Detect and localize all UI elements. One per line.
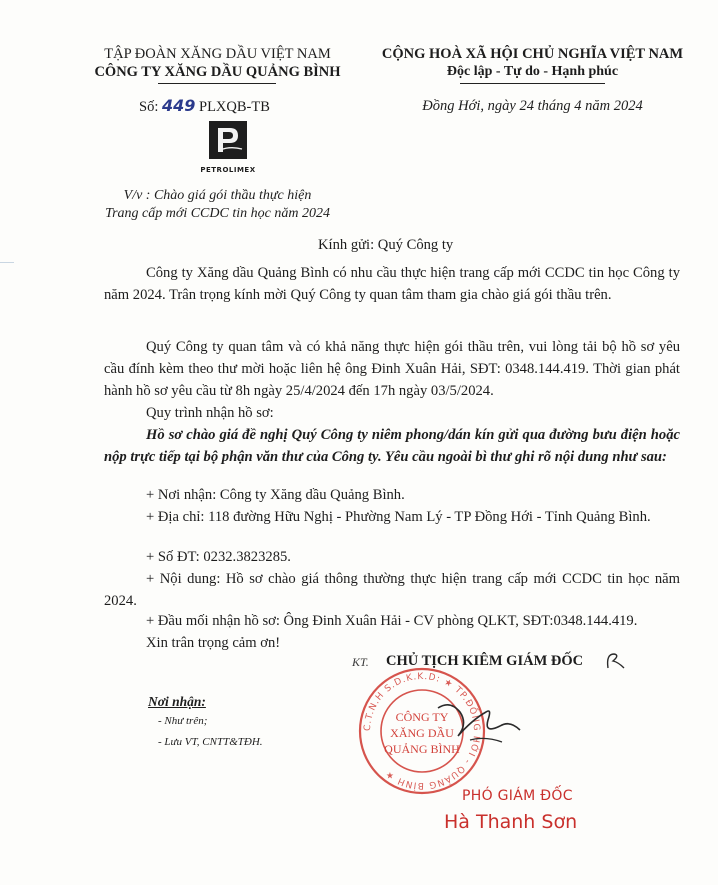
stamp-line-3: QUẢNG BÌNH — [384, 742, 460, 756]
motto-underline — [460, 83, 605, 84]
national-motto: Độc lập - Tự do - Hạnh phúc — [446, 64, 619, 79]
stamp-line-2: XĂNG DẦU — [390, 726, 454, 740]
margin-mark — [0, 262, 14, 263]
kt-prefix: KT. — [352, 655, 369, 669]
organization-underline — [158, 83, 276, 84]
petrolimex-logo-icon — [196, 119, 260, 161]
signature-icon — [430, 690, 530, 760]
subject-line-2: Trang cấp mới CCDC tin học năm 2024 — [105, 206, 330, 221]
signer-position: PHÓ GIÁM ĐỐC — [462, 788, 573, 804]
signer-name: Hà Thanh Sơn — [444, 811, 578, 833]
doc-number-prefix: Số: — [139, 99, 159, 115]
place-date: Đồng Hới, ngày 24 tháng 4 năm 2024 — [422, 98, 643, 114]
organization-name: CÔNG TY XĂNG DẦU QUẢNG BÌNH — [94, 64, 341, 80]
paragraph-intro: Công ty Xăng dầu Quảng Bình có nhu cầu thực hiện trang cấp mới CCDC tin học Công ty năm 2024. Trân trọng kính mời Quý Công ty quan tâm tham gia chào giá gói thầu trên. — [104, 265, 680, 303]
recipient-item-2: - Lưu VT, CNTT&TĐH. — [158, 736, 263, 748]
item-recipient: + Nơi nhận: Công ty Xăng dầu Quảng Bình. — [146, 487, 405, 503]
stamp-line-1: CÔNG TY — [395, 710, 449, 724]
organization-parent: TẬP ĐOÀN XĂNG DẦU VIỆT NAM — [104, 46, 331, 62]
item-contact-person: + Đầu mối nhận hồ sơ: Ông Đinh Xuân Hải - CV phòng QLKT, SĐT:0348.144.419. — [146, 613, 638, 629]
item-address: + Địa chỉ: 118 đường Hữu Nghị - Phường Nam Lý - TP Đồng Hới - Tỉnh Quảng Bình. — [146, 509, 651, 525]
country-name: CỘNG HOÀ XÃ HỘI CHỦ NGHĨA VIỆT NAM — [381, 46, 684, 62]
doc-number-suffix: PLXQB-TB — [199, 99, 270, 115]
logo-text: PETROLIMEX — [200, 166, 256, 174]
recipient-item-1: - Như trên; — [158, 715, 208, 727]
closing-thanks: Xin trân trọng cảm ơn! — [146, 635, 281, 651]
item-phone: + Số ĐT: 0232.3823285. — [146, 549, 291, 565]
process-instructions: Hồ sơ chào giá đề nghị Quý Công ty niêm phong/dán kín gửi qua đường bưu điện hoặc nộp trực tiếp tại bộ phận văn thư của Công ty. Yêu cầu ngoài bì thư ghi rõ nội dung như sau: — [104, 427, 680, 465]
item-content: + Nội dung: Hồ sơ chào giá thông thường thực hiện trang cấp mới CCDC tin học năm 2024. — [104, 571, 680, 609]
recipients-title: Nơi nhận: — [148, 694, 206, 709]
salutation: Kính gửi: Quý Công ty — [318, 237, 454, 253]
process-label: Quy trình nhận hồ sơ: — [146, 405, 274, 421]
initials-scribble-icon — [604, 650, 628, 672]
paragraph-contact: Quý Công ty quan tâm và có khả năng thực hiện gói thầu trên, vui lòng tải bộ hồ sơ yêu cầu đính kèm theo thư mời hoặc liên hệ ông Đinh Xuân Hải, SĐT: 0348.144.419. Thời gian phát hành hồ sơ yêu cầu từ 8h ngày 25/4/2024 đến 17h ngày 03/5/2024. — [104, 339, 680, 399]
signer-title: CHỦ TỊCH KIÊM GIÁM ĐỐC — [386, 653, 584, 669]
petrolimex-logo — [196, 119, 260, 175]
stamp-ring-text: C.T.N.H S.D.K.K.D: ★ TP.ĐỒNG HỚI - QUẢNG BÌNH ★ — [362, 671, 482, 791]
subject-line-1: V/v : Chào giá gói thầu thực hiện — [123, 188, 312, 203]
document-number — [139, 97, 270, 116]
doc-number-handwritten: 449 — [161, 96, 196, 115]
